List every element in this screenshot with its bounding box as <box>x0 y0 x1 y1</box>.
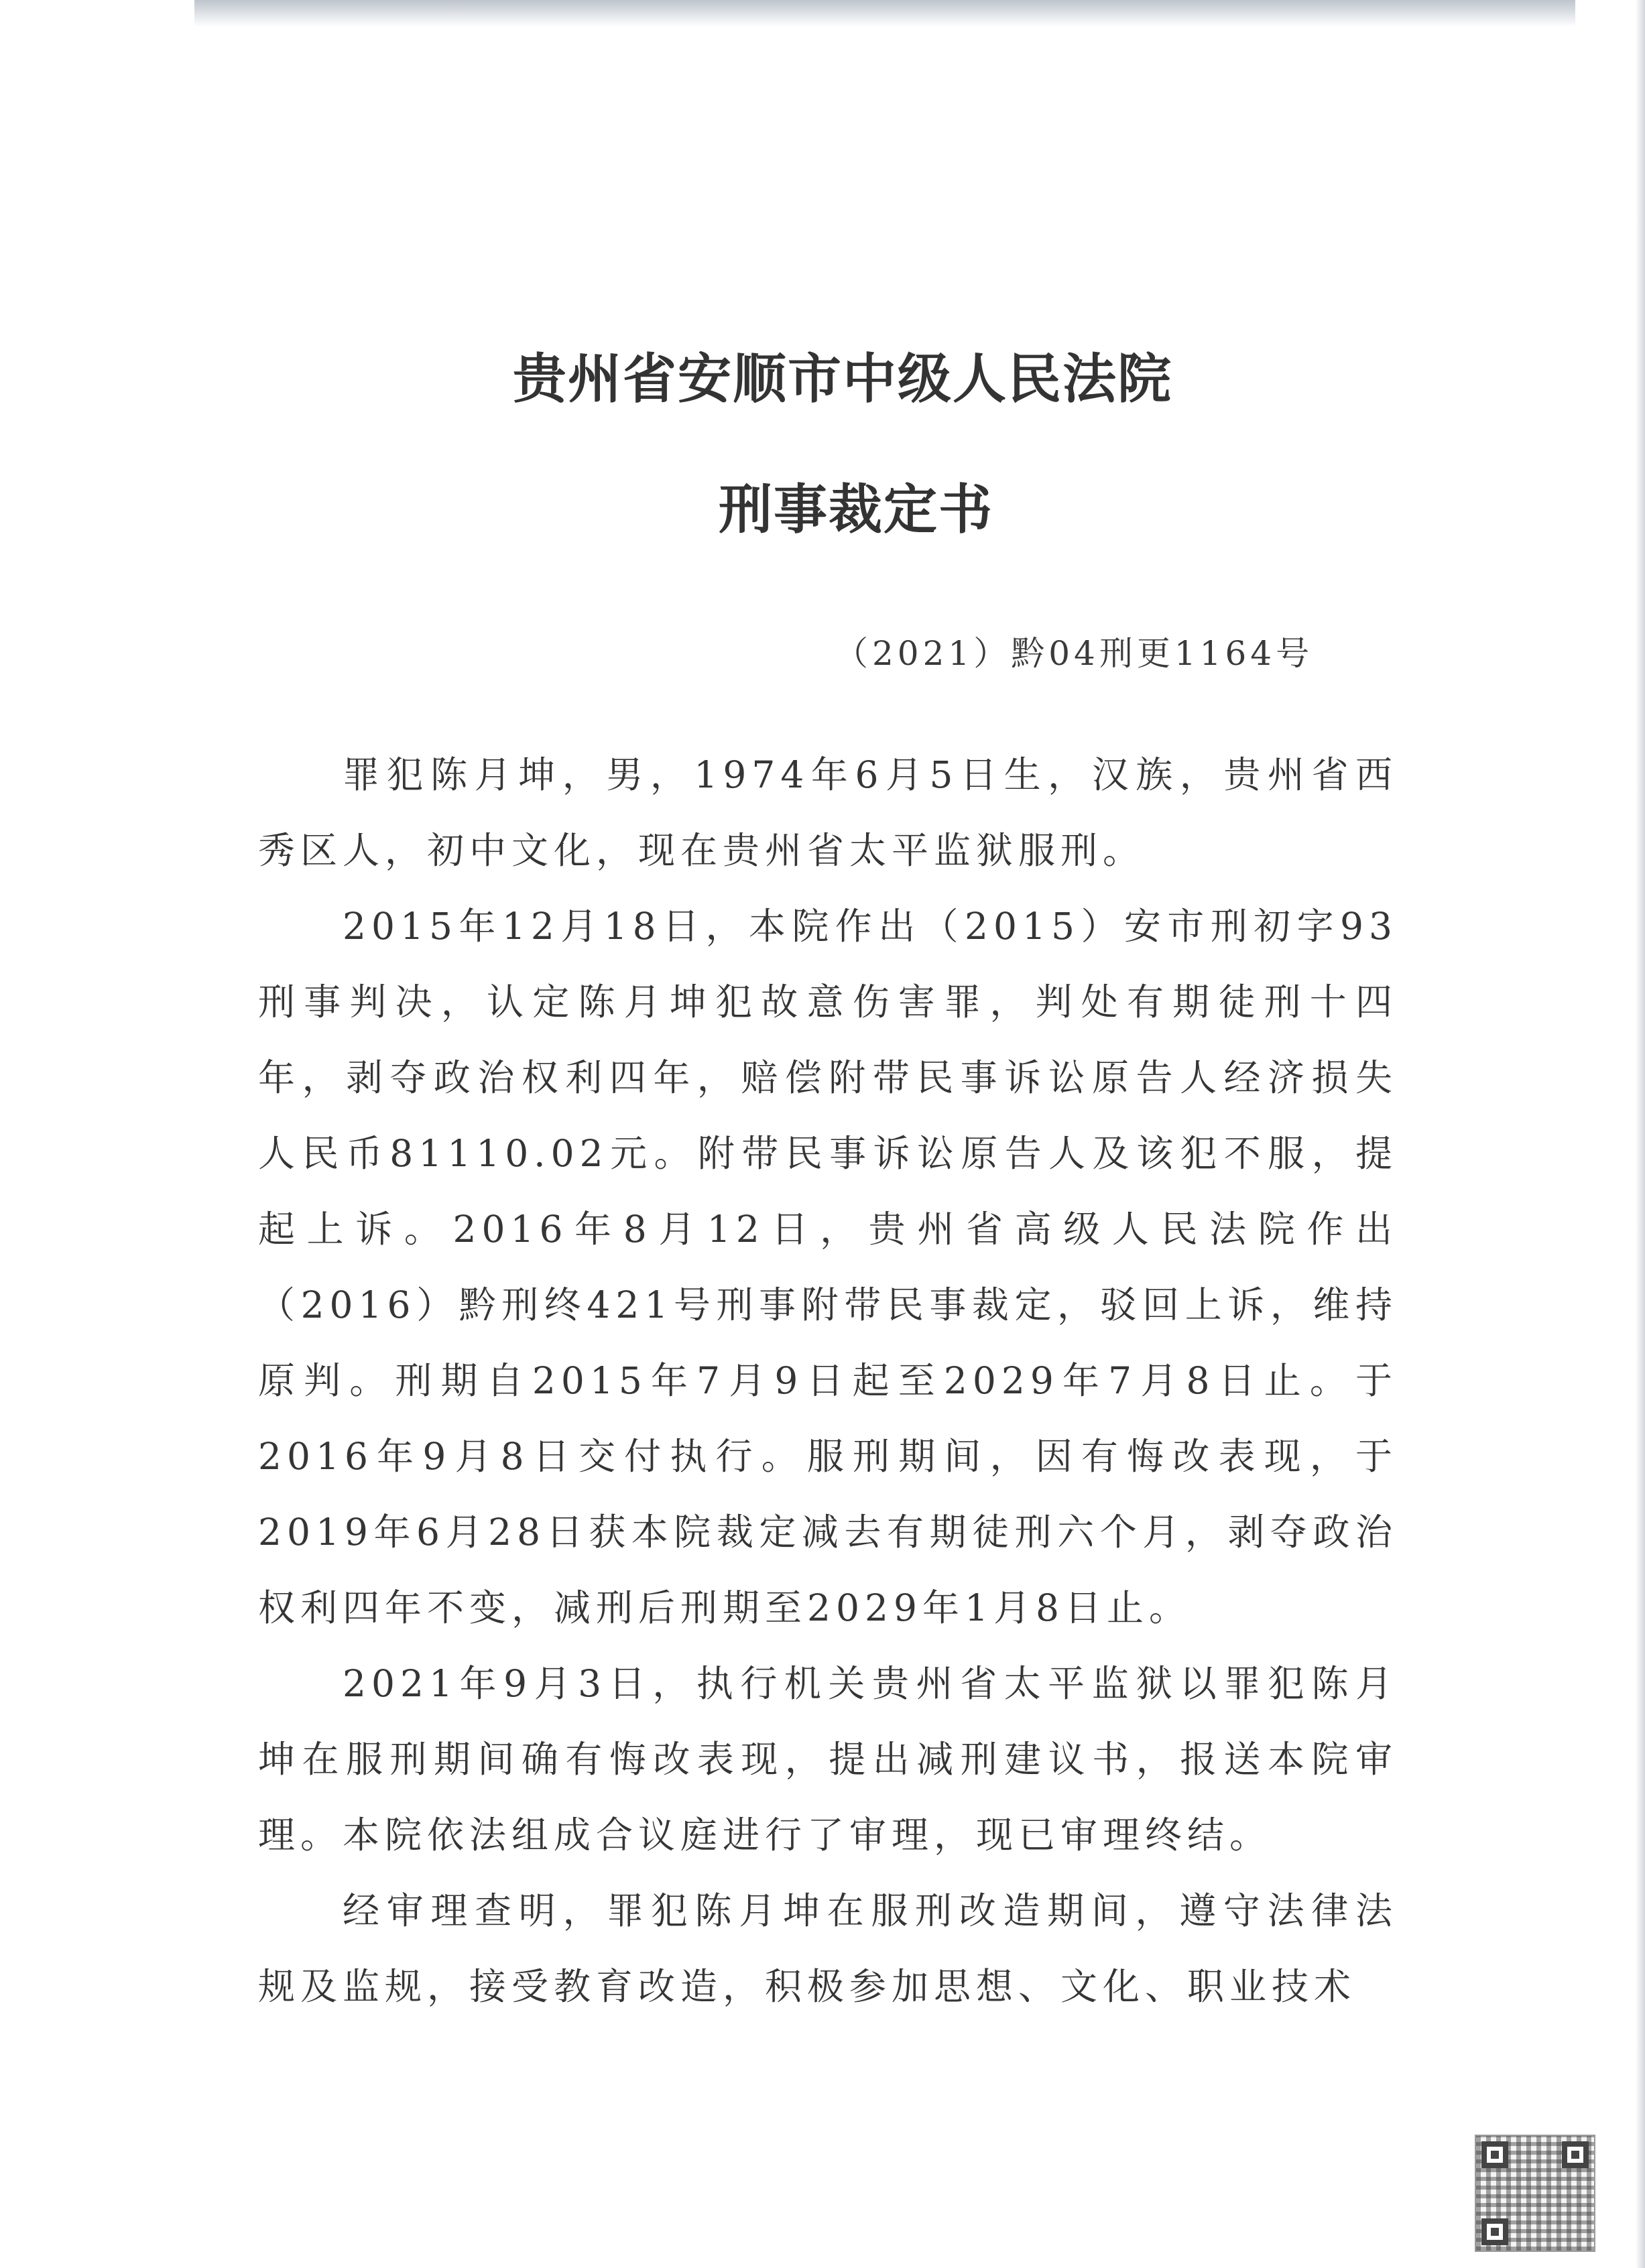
court-name-heading: 贵州省安顺市中级人民法院 <box>513 347 1172 410</box>
paragraph-case-history: 2015年12月18日，本院作出（2015）安市刑初字93刑事判决，认定陈月坤犯故意伤害罪，判处有期徒刑十四年，剥夺政治权利四年，赔偿附带民事诉讼原告人经济损失人民币81110.02元。附带民事诉讼原告人及该犯不服，提起上诉。2016年8月12日，贵州省高级人民法院作出（2016）黔刑终421号刑事附带民事裁定，驳回上诉，维持原判。刑期自2015年7月9日起至2029年7月8日止。于2016年9月8日交付执行。服刑期间，因有悔改表现，于2019年6月28日获本院裁定减去有期徒刑六个月，剥夺政治权利四年不变，减刑后刑期至2029年1月8日止。 <box>258 905 1398 1629</box>
qr-finder-top-left <box>1481 2141 1508 2168</box>
qr-finder-bottom-left <box>1481 2218 1508 2245</box>
document-body <box>258 737 1398 2025</box>
paragraph-defendant-info: 罪犯陈月坤，男，1974年6月5日生，汉族，贵州省西秀区人，初中文化，现在贵州省太平监狱服刑。 <box>258 753 1398 872</box>
paragraph-reduction-proposal: 2021年9月3日，执行机关贵州省太平监狱以罪犯陈月坤在服刑期间确有悔改表现，提出减刑建议书，报送本院审理。本院依法组成合议庭进行了审理，现已审理终结。 <box>258 1662 1398 1856</box>
scan-edge-shadow <box>194 0 1575 27</box>
case-number: （2021）黔04刑更1164号 <box>835 634 1314 673</box>
qr-finder-top-right <box>1562 2141 1589 2168</box>
qr-code-icon <box>1475 2135 1595 2252</box>
document-type-heading: 刑事裁定书 <box>719 478 993 541</box>
paragraph-findings: 经审理查明，罪犯陈月坤在服刑改造期间，遵守法律法规及监规，接受教育改造，积极参加思想、文化、职业技术 <box>258 1889 1398 2008</box>
scan-edge-right <box>1636 0 1645 2268</box>
